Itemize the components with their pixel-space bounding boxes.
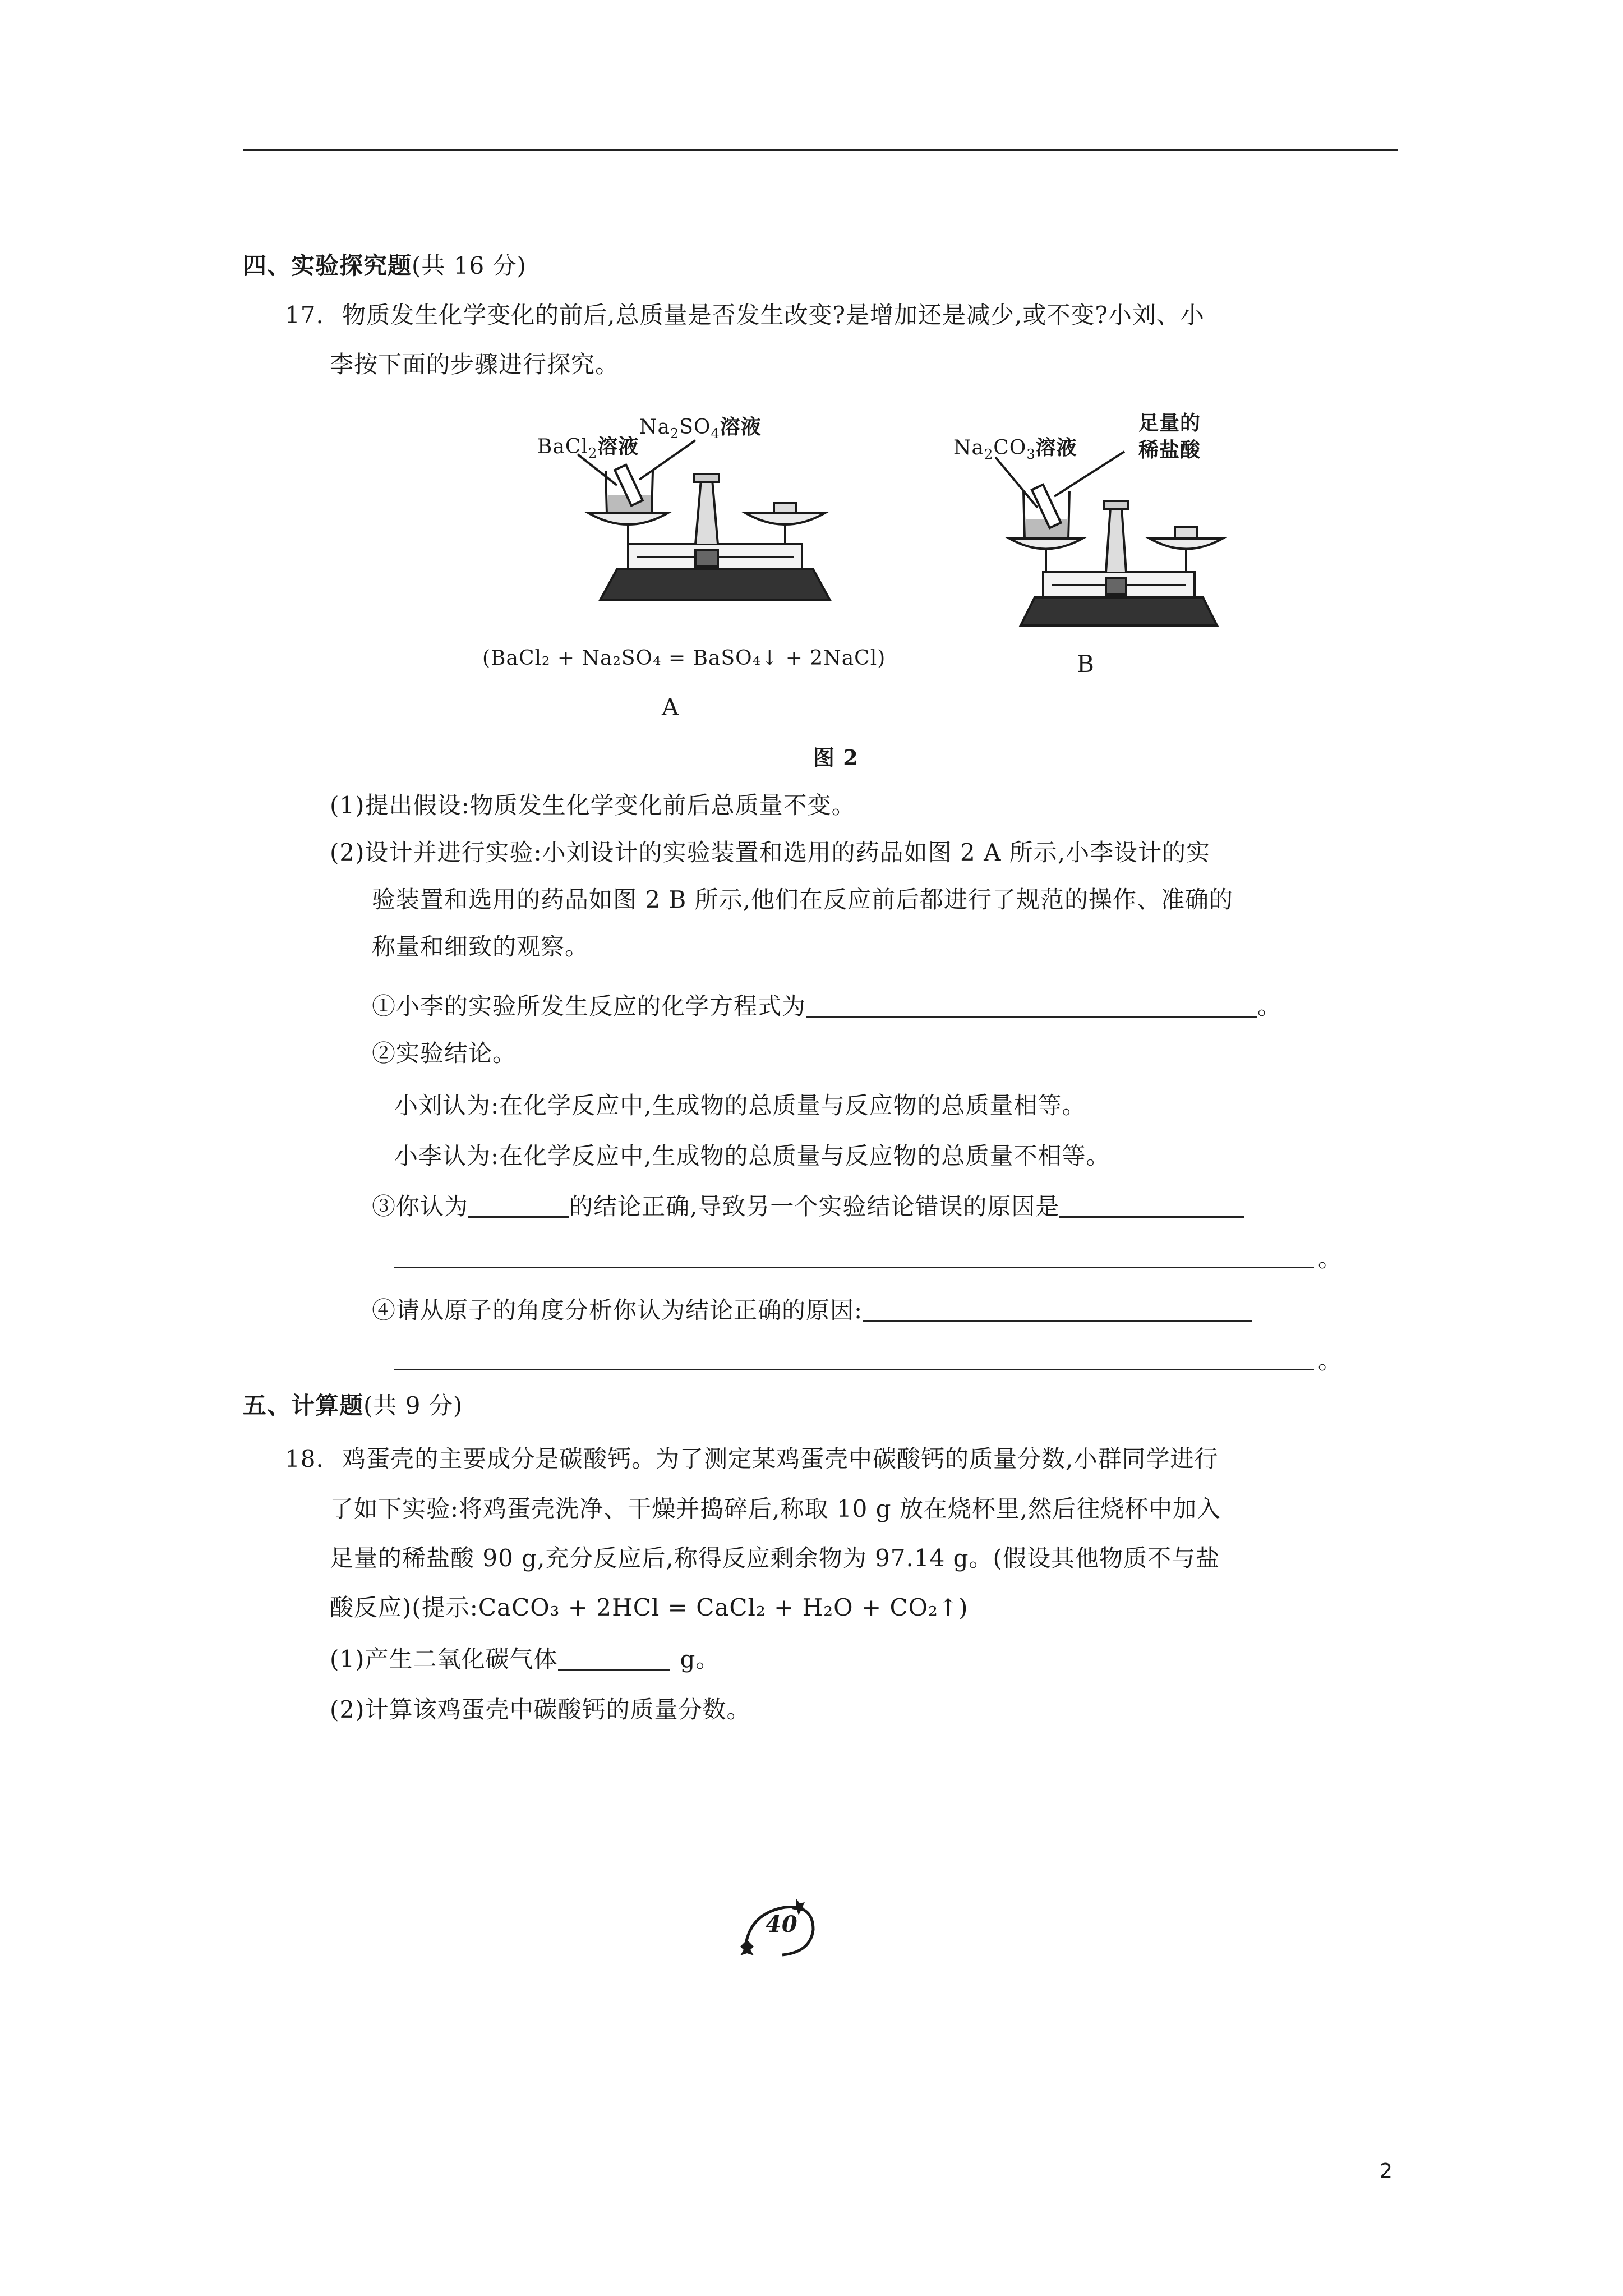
section-4-heading — [243, 251, 527, 280]
q17-item-3: ③你认为 的结论正确,导致另一个实验结论错误的原因是 — [372, 1192, 1244, 1221]
q17-part-1: (1)提出假设:物质发生化学变化前后总质量不变。 — [330, 792, 856, 819]
fig-b-label-acid-2: 稀盐酸 — [1138, 438, 1201, 462]
answer-blank-reason-start[interactable] — [1059, 1194, 1244, 1218]
answer-blank-who[interactable] — [468, 1194, 569, 1218]
q18-part-2: (2)计算该鸡蛋壳中碳酸钙的质量分数。 — [330, 1696, 751, 1723]
question-17-text-1: 物质发生化学变化的前后,总质量是否发生改变?是增加还是减少,或不变?小刘、小 — [342, 301, 1205, 329]
answer-blank-atomic-start[interactable] — [863, 1297, 1252, 1322]
page-number: 2 — [1380, 2160, 1393, 2183]
q17-item-1: ①小李的实验所发生反应的化学方程式为 。 — [372, 992, 1282, 1020]
answer-blank-co2-mass[interactable] — [558, 1646, 670, 1671]
answer-blank-equation[interactable] — [806, 993, 1257, 1018]
fig-a-equation: (BaCl₂ + Na₂SO₄ = BaSO₄↓ + 2NaCl) — [482, 647, 886, 670]
fig-b-caption: B — [1077, 650, 1095, 678]
answer-line-reason[interactable] — [394, 1267, 1314, 1268]
header-rule — [243, 149, 1398, 151]
fig-a-caption: A — [662, 693, 680, 721]
fig-a-label-na2so4: $Na_2SO_4$溶液 — [639, 415, 762, 442]
question-18-line-4: 酸反应)(提示:CaCO₃ + 2HCl = CaCl₂ + H₂O + CO₂↑) — [330, 1594, 969, 1621]
fig-b-label-na2co3: $Na_2CO_3$溶液 — [953, 436, 1077, 463]
q17-liu-conclusion: 小刘认为:在化学反应中,生成物的总质量与反应物的总质量相等。 — [394, 1092, 1086, 1119]
q17-li-conclusion: 小李认为:在化学反应中,生成物的总质量与反应物的总质量不相等。 — [394, 1142, 1110, 1170]
question-18-line-2: 了如下实验:将鸡蛋壳洗净、干燥并捣碎后,称取 10 g 放在烧杯里,然后往烧杯中加入 — [330, 1495, 1221, 1522]
section-5-heading — [243, 1391, 463, 1420]
section-4-points: (共 16 分) — [412, 252, 527, 279]
q17-item-4-end: 。 — [1318, 1347, 1343, 1374]
section-5-title: 五、计算题 — [243, 1392, 364, 1419]
q17-item-3-end: 。 — [1318, 1245, 1343, 1272]
q17-item-4: ④请从原子的角度分析你认为结论正确的原因: — [372, 1296, 1252, 1325]
question-18-number: 18. — [285, 1445, 324, 1473]
question-18-line-3: 足量的稀盐酸 90 g,充分反应后,称得反应剩余物为 97.14 g。(假设其他物质不与盐 — [330, 1544, 1220, 1572]
q17-part-2-line-1: (2)设计并进行实验:小刘设计的实验装置和选用的药品如图 2 A 所示,小李设计的实 — [330, 839, 1211, 866]
q17-part-2-line-3: 称量和细致的观察。 — [372, 933, 589, 960]
figure-caption: 图 2 — [813, 745, 859, 770]
question-17-line-1 — [285, 301, 1205, 330]
printed-page-number: 40 — [766, 1911, 798, 1938]
question-18-line-1 — [285, 1444, 1219, 1474]
question-17-number: 17. — [285, 301, 324, 329]
question-18-text-1: 鸡蛋壳的主要成分是碳酸钙。为了测定某鸡蛋壳中碳酸钙的质量分数,小群同学进行 — [342, 1445, 1219, 1473]
q18-part-1: (1)产生二氧化碳气体 g。 — [330, 1645, 720, 1673]
q17-item-2: ②实验结论。 — [372, 1039, 517, 1067]
section-4-title: 四、实验探究题 — [243, 252, 412, 279]
fig-b-label-acid-1: 足量的 — [1138, 411, 1201, 435]
q17-part-2-line-2: 验装置和选用的药品如图 2 B 所示,他们在反应前后都进行了规范的操作、准确的 — [372, 886, 1233, 913]
fig-a-label-bacl2: BaCl$_2$溶液 — [537, 435, 639, 462]
answer-line-atomic[interactable] — [394, 1369, 1314, 1370]
section-5-points: (共 9 分) — [363, 1392, 463, 1419]
question-17-line-2: 李按下面的步骤进行探究。 — [330, 351, 620, 378]
